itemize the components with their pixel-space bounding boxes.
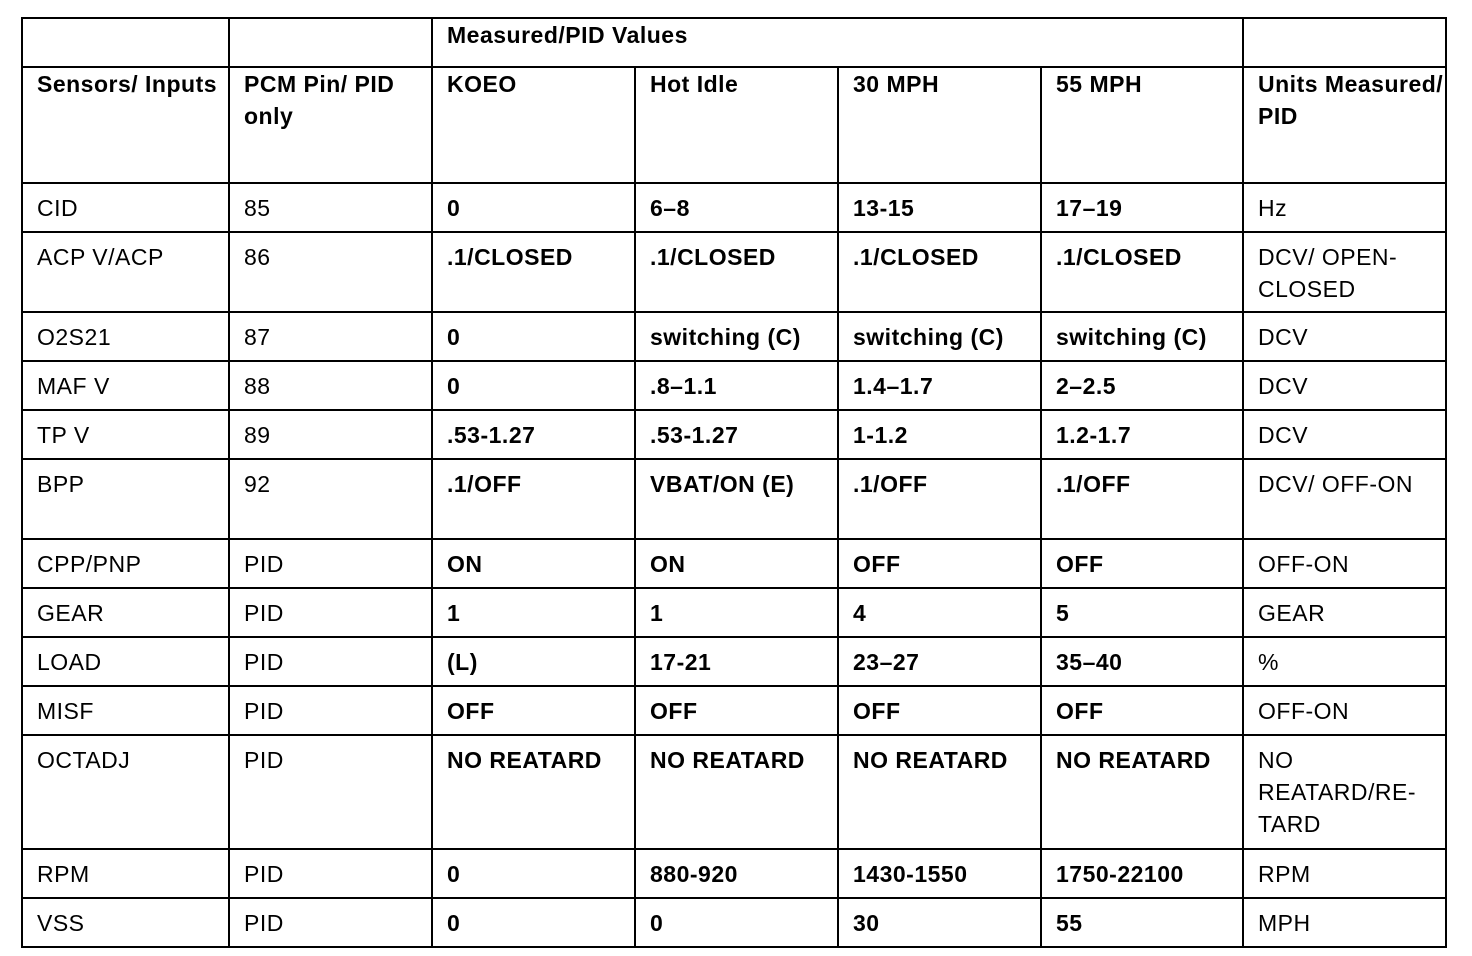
mph30-cell: 1-1.2 bbox=[838, 410, 1041, 459]
koeo-cell: NO REATARD bbox=[432, 735, 635, 849]
units-cell: % bbox=[1243, 637, 1446, 686]
pin-cell: PID bbox=[229, 637, 432, 686]
sensor-cell: MAF V bbox=[22, 361, 229, 410]
group-header-measured-pid-values: Measured/PID Values bbox=[432, 18, 1243, 67]
header-koeo: KOEO bbox=[432, 67, 635, 183]
koeo-cell: ON bbox=[432, 539, 635, 588]
pin-cell: PID bbox=[229, 849, 432, 898]
table-row bbox=[22, 637, 1446, 686]
hot-idle-cell: .8–1.1 bbox=[635, 361, 838, 410]
koeo-cell: 0 bbox=[432, 361, 635, 410]
header-sensors-inputs: Sensors/ Inputs bbox=[22, 67, 229, 183]
pin-cell: PID bbox=[229, 898, 432, 947]
mph55-cell: NO REATARD bbox=[1041, 735, 1243, 849]
header-pcm-pin: PCM Pin/ PID only bbox=[229, 67, 432, 183]
pin-cell: 92 bbox=[229, 459, 432, 539]
koeo-cell: 0 bbox=[432, 312, 635, 361]
hot-idle-cell: .1/CLOSED bbox=[635, 232, 838, 312]
hot-idle-cell: 6–8 bbox=[635, 183, 838, 232]
mph30-cell: 1430-1550 bbox=[838, 849, 1041, 898]
table-row bbox=[22, 686, 1446, 735]
units-cell: OFF-ON bbox=[1243, 539, 1446, 588]
mph30-cell: OFF bbox=[838, 686, 1041, 735]
header-55-mph: 55 MPH bbox=[1041, 67, 1243, 183]
units-cell: OFF-ON bbox=[1243, 686, 1446, 735]
table-row bbox=[22, 898, 1446, 947]
koeo-cell: .53-1.27 bbox=[432, 410, 635, 459]
pin-cell: PID bbox=[229, 539, 432, 588]
group-header-row bbox=[22, 18, 1446, 67]
hot-idle-cell: NO REATARD bbox=[635, 735, 838, 849]
koeo-cell: 0 bbox=[432, 183, 635, 232]
header-units-measured: Units Measured/ PID bbox=[1243, 67, 1446, 183]
sensor-cell: CID bbox=[22, 183, 229, 232]
table-row bbox=[22, 459, 1446, 539]
sensor-cell: TP V bbox=[22, 410, 229, 459]
units-cell: DCV/ OPEN-CLOSED bbox=[1243, 232, 1446, 312]
mph30-cell: .1/OFF bbox=[838, 459, 1041, 539]
mph55-cell: OFF bbox=[1041, 686, 1243, 735]
hot-idle-cell: OFF bbox=[635, 686, 838, 735]
mph30-cell: 23–27 bbox=[838, 637, 1041, 686]
header-30-mph: 30 MPH bbox=[838, 67, 1041, 183]
pin-cell: 86 bbox=[229, 232, 432, 312]
mph55-cell: 17–19 bbox=[1041, 183, 1243, 232]
group-header-empty-1 bbox=[22, 18, 229, 67]
group-header-empty-3 bbox=[1243, 18, 1446, 67]
mph30-cell: .1/CLOSED bbox=[838, 232, 1041, 312]
pin-cell: 89 bbox=[229, 410, 432, 459]
column-header-row bbox=[22, 67, 1446, 183]
units-cell: DCV bbox=[1243, 410, 1446, 459]
mph55-cell: .1/CLOSED bbox=[1041, 232, 1243, 312]
koeo-cell: 0 bbox=[432, 898, 635, 947]
koeo-cell: .1/OFF bbox=[432, 459, 635, 539]
koeo-cell: 0 bbox=[432, 849, 635, 898]
sensor-cell: ACP V/ACP bbox=[22, 232, 229, 312]
table-row bbox=[22, 183, 1446, 232]
mph30-cell: OFF bbox=[838, 539, 1041, 588]
units-cell: NO REATARD/RE-TARD bbox=[1243, 735, 1446, 849]
units-cell: GEAR bbox=[1243, 588, 1446, 637]
hot-idle-cell: switching (C) bbox=[635, 312, 838, 361]
table-row bbox=[22, 312, 1446, 361]
mph55-cell: .1/OFF bbox=[1041, 459, 1243, 539]
table-row bbox=[22, 361, 1446, 410]
sensor-cell: RPM bbox=[22, 849, 229, 898]
sensor-cell: MISF bbox=[22, 686, 229, 735]
table-row bbox=[22, 849, 1446, 898]
pid-values-table bbox=[21, 17, 1447, 948]
mph30-cell: 30 bbox=[838, 898, 1041, 947]
mph55-cell: 55 bbox=[1041, 898, 1243, 947]
koeo-cell: OFF bbox=[432, 686, 635, 735]
mph55-cell: 1.2-1.7 bbox=[1041, 410, 1243, 459]
mph55-cell: 5 bbox=[1041, 588, 1243, 637]
sensor-cell: BPP bbox=[22, 459, 229, 539]
sensor-cell: OCTADJ bbox=[22, 735, 229, 849]
units-cell: DCV/ OFF-ON bbox=[1243, 459, 1446, 539]
hot-idle-cell: 880-920 bbox=[635, 849, 838, 898]
sensor-cell: VSS bbox=[22, 898, 229, 947]
mph30-cell: switching (C) bbox=[838, 312, 1041, 361]
hot-idle-cell: 17-21 bbox=[635, 637, 838, 686]
table-row bbox=[22, 735, 1446, 849]
units-cell: DCV bbox=[1243, 312, 1446, 361]
pin-cell: 88 bbox=[229, 361, 432, 410]
pin-cell: PID bbox=[229, 686, 432, 735]
mph30-cell: 4 bbox=[838, 588, 1041, 637]
koeo-cell: (L) bbox=[432, 637, 635, 686]
hot-idle-cell: 0 bbox=[635, 898, 838, 947]
hot-idle-cell: 1 bbox=[635, 588, 838, 637]
table-row bbox=[22, 588, 1446, 637]
table-row bbox=[22, 539, 1446, 588]
mph30-cell: NO REATARD bbox=[838, 735, 1041, 849]
mph30-cell: 1.4–1.7 bbox=[838, 361, 1041, 410]
mph55-cell: 35–40 bbox=[1041, 637, 1243, 686]
hot-idle-cell: .53-1.27 bbox=[635, 410, 838, 459]
units-cell: RPM bbox=[1243, 849, 1446, 898]
pin-cell: PID bbox=[229, 588, 432, 637]
pin-cell: 85 bbox=[229, 183, 432, 232]
units-cell: DCV bbox=[1243, 361, 1446, 410]
mph30-cell: 13-15 bbox=[838, 183, 1041, 232]
pin-cell: PID bbox=[229, 735, 432, 849]
header-hot-idle: Hot Idle bbox=[635, 67, 838, 183]
sensor-cell: GEAR bbox=[22, 588, 229, 637]
sensor-cell: CPP/PNP bbox=[22, 539, 229, 588]
table-row bbox=[22, 410, 1446, 459]
koeo-cell: 1 bbox=[432, 588, 635, 637]
mph55-cell: OFF bbox=[1041, 539, 1243, 588]
mph55-cell: switching (C) bbox=[1041, 312, 1243, 361]
units-cell: Hz bbox=[1243, 183, 1446, 232]
units-cell: MPH bbox=[1243, 898, 1446, 947]
hot-idle-cell: VBAT/ON (E) bbox=[635, 459, 838, 539]
hot-idle-cell: ON bbox=[635, 539, 838, 588]
sensor-cell: LOAD bbox=[22, 637, 229, 686]
table-row bbox=[22, 232, 1446, 312]
mph55-cell: 2–2.5 bbox=[1041, 361, 1243, 410]
sensor-cell: O2S21 bbox=[22, 312, 229, 361]
group-header-empty-2 bbox=[229, 18, 432, 67]
pin-cell: 87 bbox=[229, 312, 432, 361]
mph55-cell: 1750-22100 bbox=[1041, 849, 1243, 898]
koeo-cell: .1/CLOSED bbox=[432, 232, 635, 312]
